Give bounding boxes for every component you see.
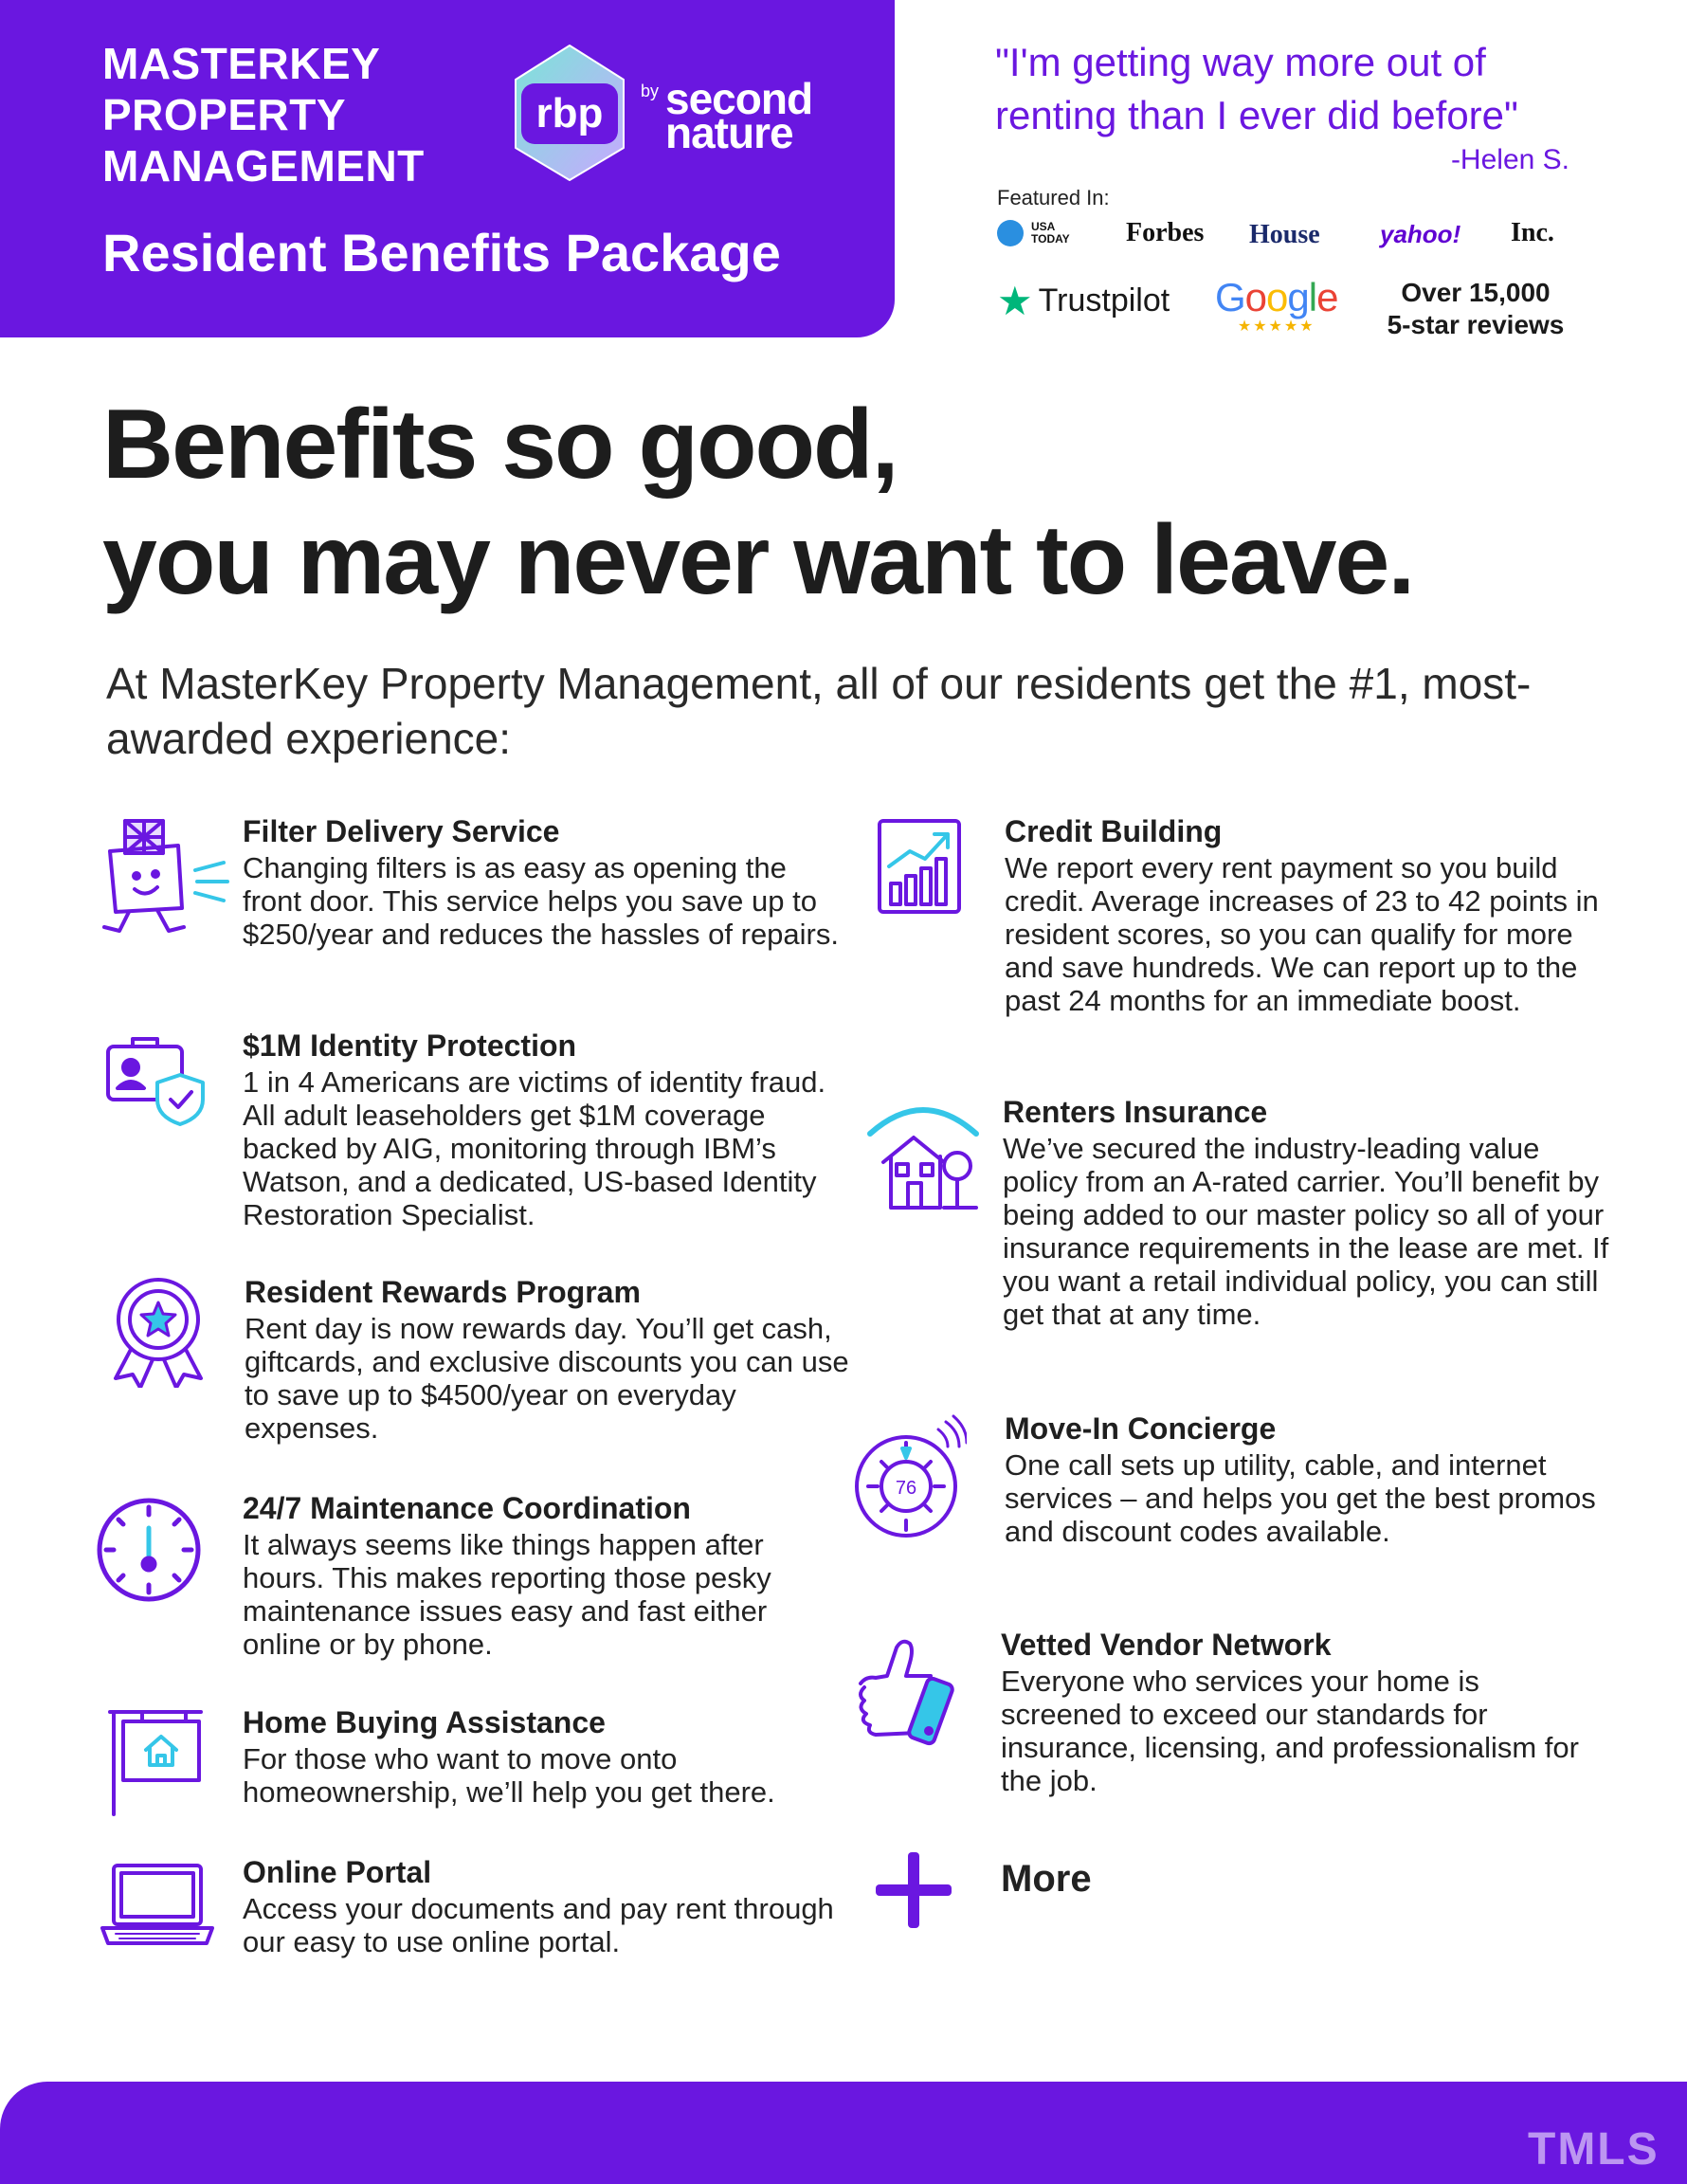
google-wordmark: Google — [1215, 275, 1338, 319]
benefit-identity-protection — [243, 1028, 849, 1231]
benefit-description: We report every rent payment so you build credit. Average increases of 23 to 42 points in resident scores, so you can qualify for more and save hundreds. We can report up to the past 24 months for an immediate boost. — [1005, 851, 1599, 1017]
footer-bar — [0, 2082, 1687, 2184]
benefit-title: Filter Delivery Service — [243, 814, 560, 848]
benefit-vetted-vendor — [1001, 1627, 1607, 1797]
benefit-description: It always seems like things happen after hours. This makes reporting those pesky maintenance issues easy and fast either online or by phone. — [243, 1528, 771, 1661]
testimonial-author: -Helen S. — [1450, 144, 1569, 175]
benefit-title: Home Buying Assistance — [243, 1705, 606, 1739]
google-logo — [1215, 275, 1337, 336]
benefit-resident-rewards — [245, 1274, 851, 1445]
by-label: by — [641, 82, 660, 100]
google-rating-stars-icon: ★★★★★ — [1237, 318, 1315, 335]
benefit-title: Credit Building — [1005, 814, 1223, 848]
benefit-title: Vetted Vendor Network — [1001, 1628, 1332, 1662]
tmls-watermark: TMLS — [1528, 2124, 1660, 2175]
review-count: Over 15,000 5-star reviews — [1387, 278, 1565, 339]
benefit-title: $1M Identity Protection — [243, 1028, 577, 1063]
benefit-move-in-concierge — [1005, 1410, 1611, 1548]
benefit-title: 24/7 Maintenance Coordination — [243, 1491, 691, 1525]
usa-today-text: USA TODAY — [1031, 220, 1070, 246]
benefit-description: Rent day is now rewards day. You’ll get cash, giftcards, and exclusive discounts you can use to save up to $4500/year on everyday expenses. — [245, 1312, 849, 1445]
identity-protection-icon — [104, 1033, 212, 1128]
usa-today-dot-icon — [997, 220, 1024, 246]
usa-today-logo — [997, 220, 1070, 246]
benefit-description: Everyone who services your home is screened to exceed our standards for insurance, licensing, and professionalism for the job. — [1001, 1665, 1579, 1797]
forbes-logo: Forbes — [1126, 218, 1205, 247]
svg-text:rbp: rbp — [535, 90, 604, 136]
intro-text: At MasterKey Property Management, all of our residents get the #1, most-awarded experience: — [106, 659, 1532, 763]
company-name: MASTERKEY PROPERTY MANAGEMENT — [102, 39, 425, 191]
package-title: Resident Benefits Package — [102, 223, 781, 282]
more-label: More — [1001, 1858, 1092, 1900]
laptop-icon — [99, 1862, 216, 1947]
benefit-maintenance — [243, 1490, 849, 1661]
svg-text:76: 76 — [895, 1478, 917, 1499]
thumbs-up-icon — [855, 1634, 965, 1748]
benefit-description: 1 in 4 Americans are victims of identity fraud. All adult leaseholders get $1M coverage backed by AIG, monitoring through IBM’s Watson, and a dedicated, US-based Identity Restoration Specialist. — [243, 1065, 826, 1231]
main-headline — [102, 387, 1657, 618]
testimonial-quote: "I'm getting way more out of renting than I ever did before" — [995, 40, 1518, 137]
benefit-description: One call sets up utility, cable, and internet services – and helps you get the best promos and discount codes available. — [1005, 1448, 1596, 1548]
benefit-description: Access your documents and pay rent through our easy to use online portal. — [243, 1892, 834, 1958]
rewards-badge-icon — [106, 1276, 210, 1388]
rbp-logo-icon — [508, 42, 631, 184]
benefit-title: Renters Insurance — [1003, 1095, 1268, 1129]
benefit-online-portal — [243, 1854, 849, 1958]
clock-icon — [95, 1496, 203, 1604]
thermostat-icon — [853, 1414, 967, 1543]
filter-delivery-icon — [91, 817, 233, 938]
benefit-title: Online Portal — [243, 1855, 432, 1889]
benefit-credit-building — [1005, 813, 1611, 1017]
home-sign-icon — [104, 1708, 205, 1816]
headline-line-2: you may never want to leave. — [102, 505, 1414, 615]
benefit-description: For those who want to move onto homeownership, we’ll help you get there. — [243, 1742, 775, 1809]
plus-icon — [872, 1848, 955, 1932]
inc-logo: Inc. — [1511, 218, 1554, 247]
benefit-description: We’ve secured the industry-leading value policy from an A-rated carrier. You’ll benefit by being added to our master policy so all of your insurance requirements in the lease are met. If you want a retail individual policy, you can still get that at any time. — [1003, 1132, 1609, 1331]
header-banner — [0, 0, 895, 337]
house-umbrella-icon — [864, 1100, 982, 1217]
trustpilot-logo — [997, 278, 1170, 323]
benefit-title: Resident Rewards Program — [245, 1275, 641, 1309]
benefit-renters-insurance — [1003, 1094, 1609, 1331]
benefit-home-buying — [243, 1704, 849, 1809]
yahoo-logo: yahoo! — [1380, 220, 1461, 248]
benefit-title: Move-In Concierge — [1005, 1411, 1277, 1446]
headline-line-1: Benefits so good, — [102, 390, 898, 500]
partner-brand-name: second nature — [665, 74, 813, 157]
benefit-description: Changing filters is as easy as opening the front door. This service helps you save up to $250/year and reduces the hassles of repairs. — [243, 851, 839, 951]
trustpilot-text: Trustpilot — [1038, 282, 1170, 318]
benefit-filter-delivery — [243, 813, 849, 951]
trustpilot-star-icon: ★ — [997, 278, 1033, 323]
credit-chart-icon — [876, 817, 963, 916]
this-old-house-logo: House — [1249, 220, 1320, 249]
featured-in-label: Featured In: — [997, 186, 1110, 209]
